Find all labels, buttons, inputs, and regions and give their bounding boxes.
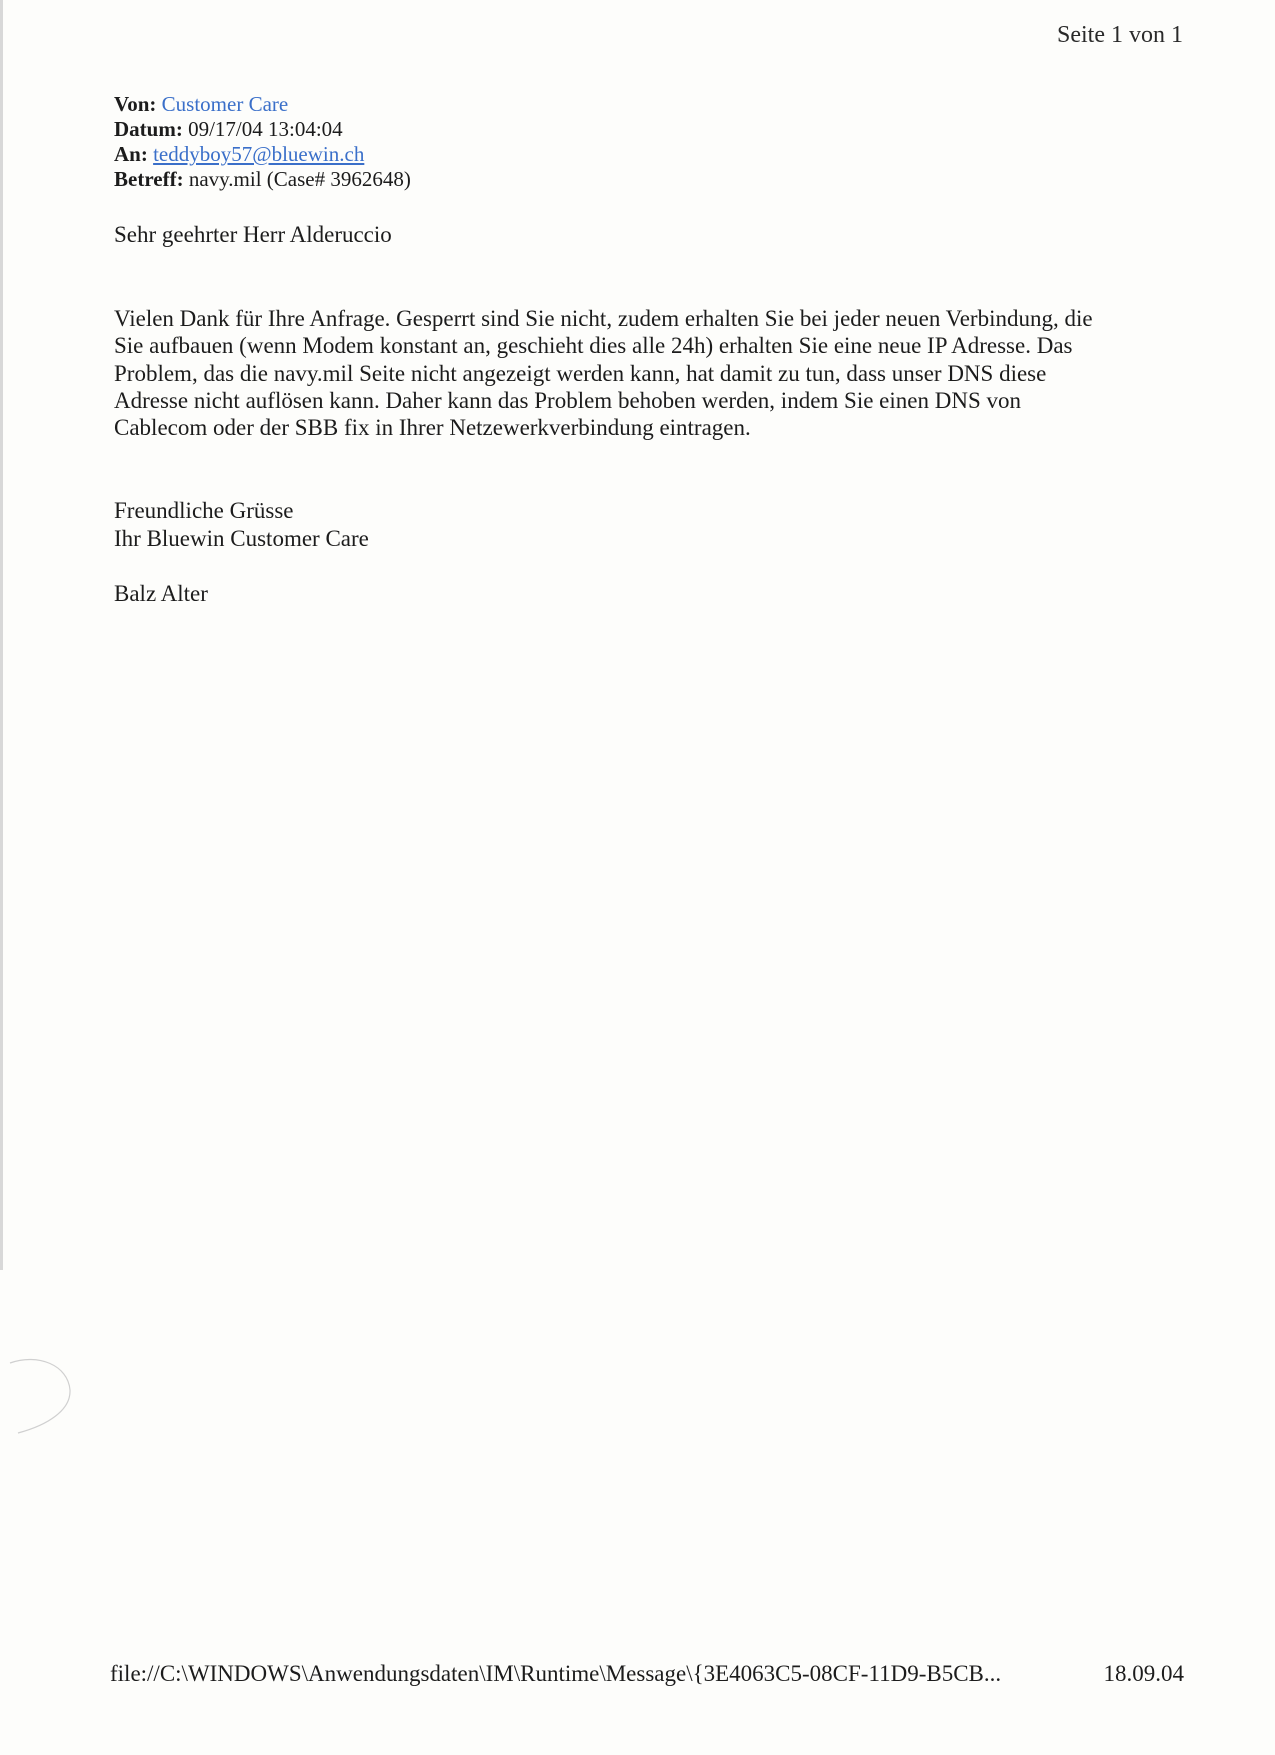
message-body xyxy=(114,305,1184,441)
from-link[interactable]: Customer Care xyxy=(161,92,289,116)
print-footer xyxy=(110,1661,1184,1687)
subject-label: Betreff: xyxy=(114,167,184,191)
footer-print-date: 18.09.04 xyxy=(1103,1661,1184,1686)
date-row xyxy=(114,117,411,142)
email-header xyxy=(114,92,411,192)
subject-value: navy.mil (Case# 3962648) xyxy=(188,167,411,191)
punch-hole-mark xyxy=(8,1355,78,1445)
signature-name: Balz Alter xyxy=(114,581,208,606)
subject-row xyxy=(114,167,411,192)
from-label: Von: xyxy=(114,92,157,116)
from-row xyxy=(114,92,411,117)
closing-greeting: Freundliche Grüsse xyxy=(114,498,294,523)
to-row xyxy=(114,142,411,167)
body-line: Sie aufbauen (wenn Modem konstant an, geschieht dies alle 24h) erhalten Sie eine neue IP Adresse. Das xyxy=(114,333,1073,359)
page-indicator: Seite 1 von 1 xyxy=(1057,22,1183,48)
body-line: Problem, das die navy.mil Seite nicht angezeigt werden kann, hat damit zu tun, dass unser DNS diese xyxy=(114,360,1047,386)
to-email-link[interactable]: teddyboy57@bluewin.ch xyxy=(153,142,365,166)
date-label: Datum: xyxy=(114,117,183,141)
body-line: Cablecom oder der SBB fix in Ihrer Netzewerkverbindung eintragen. xyxy=(114,415,751,441)
body-line: Vielen Dank für Ihre Anfrage. Gesperrt sind Sie nicht, zudem erhalten Sie bei jeder neuen Verbindung, die xyxy=(114,306,1093,331)
to-label: An: xyxy=(114,142,148,166)
scan-edge xyxy=(0,0,3,1270)
date-value: 09/17/04 13:04:04 xyxy=(188,117,343,141)
closing xyxy=(114,497,369,553)
body-line: Adresse nicht auflösen kann. Daher kann das Problem behoben werden, indem Sie einen DNS von xyxy=(114,387,1021,413)
footer-file-path: file://C:\WINDOWS\Anwendungsdaten\IM\Runtime\Message\{3E4063C5-08CF-11D9-B5CB... xyxy=(110,1661,1002,1686)
closing-sender: Ihr Bluewin Customer Care xyxy=(114,526,369,551)
salutation: Sehr geehrter Herr Alderuccio xyxy=(114,222,392,247)
